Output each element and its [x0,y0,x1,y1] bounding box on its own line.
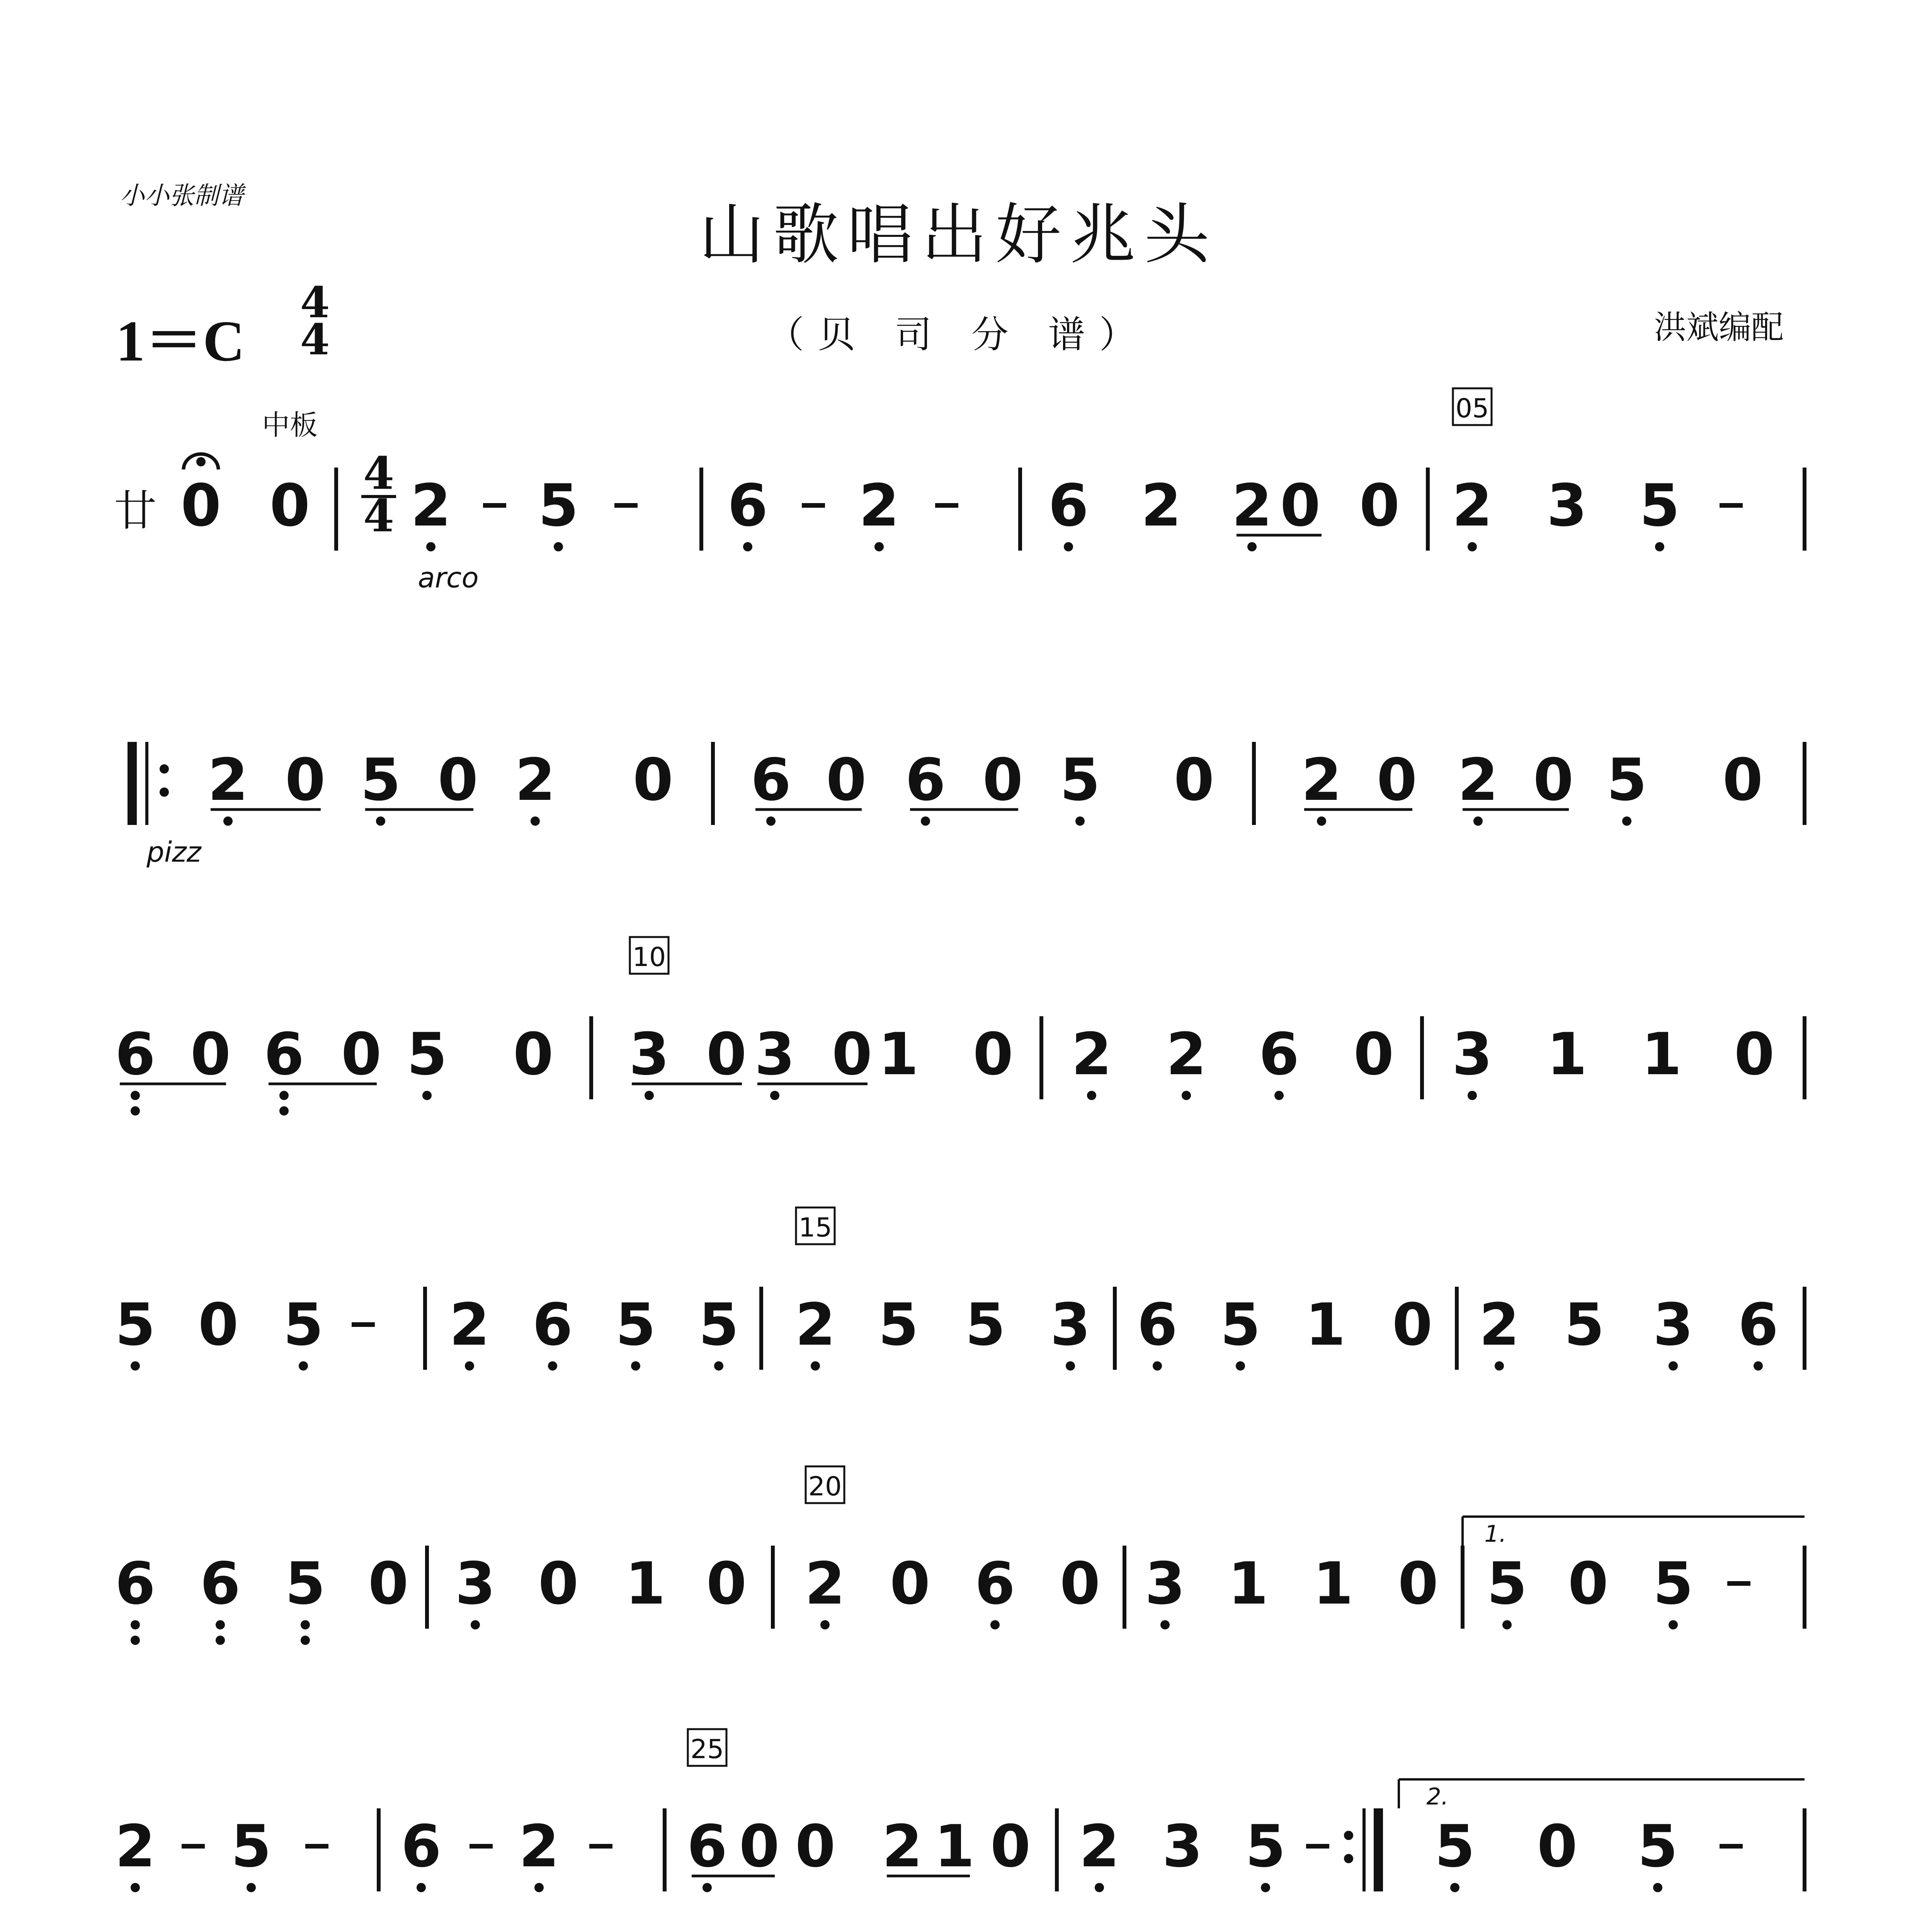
low-octave-dot [279,1091,289,1100]
rest: 0 [990,1813,1031,1880]
time-signature-top: 4 [363,447,395,500]
low-octave-dot [301,1620,310,1629]
low-octave-dot [1473,816,1483,826]
low-octave-dot [811,1361,820,1371]
low-octave-dot [770,1091,779,1100]
note-5: 5 [1606,747,1647,814]
low-octave-dot [1495,1361,1504,1371]
measure-number: 15 [798,1213,832,1243]
note-5: 5 [1653,1550,1694,1617]
fermata-dot [196,457,206,466]
note-6: 6 [115,1021,156,1088]
score-maker: 小小张制谱 [120,182,243,210]
note-1: 1 [1305,1291,1346,1359]
low-octave-dot [1075,816,1085,826]
rest: 0 [341,1021,382,1088]
low-octave-dot [548,1361,557,1371]
note-5: 5 [538,472,579,539]
low-octave-dot [131,1883,140,1892]
rest: 0 [269,472,310,539]
rest: 0 [739,1813,780,1880]
note-5: 5 [1220,1291,1261,1359]
note-5: 5 [1245,1813,1286,1880]
low-octave-dot [1066,1361,1075,1371]
rest: 0 [633,747,674,814]
low-octave-dot [1669,1620,1678,1629]
low-octave-dot [1468,542,1477,551]
note-5: 5 [615,1291,656,1359]
instrument-mark: 廿 [114,486,156,536]
low-octave-dot [703,1883,712,1892]
note-5: 5 [1434,1813,1475,1880]
low-octave-dot [223,816,233,826]
repeat-dot [1344,1854,1353,1863]
rest: 0 [1353,1021,1394,1088]
low-octave-dot [554,542,563,551]
note-6: 6 [1048,472,1089,539]
note-2: 2 [1232,472,1272,539]
note-5: 5 [407,1021,447,1088]
note-2: 2 [795,1291,836,1359]
low-octave-dot [131,1361,140,1371]
note-6: 6 [975,1550,1015,1617]
note-2: 2 [1452,472,1493,539]
low-octave-dot [874,542,884,551]
note-2: 2 [115,1813,156,1880]
note-1: 1 [1313,1550,1354,1617]
rest: 0 [1533,747,1574,814]
rest: 0 [513,1021,554,1088]
note-3: 3 [455,1550,496,1617]
note-3: 3 [1162,1813,1203,1880]
note-2: 2 [1079,1813,1120,1880]
low-octave-dot [131,1636,140,1645]
rest: 0 [1392,1291,1433,1359]
note-2: 2 [805,1550,845,1617]
low-octave-dot [1160,1620,1170,1629]
note-1: 1 [625,1550,666,1617]
rest: 0 [706,1550,747,1617]
note-2: 2 [449,1291,490,1359]
low-octave-dot [1236,1361,1245,1371]
low-octave-dot [279,1106,289,1116]
rest: 0 [1174,747,1214,814]
rest: 0 [973,1021,1014,1088]
low-octave-dot [645,1091,654,1100]
repeat-end-thick [1374,1808,1383,1891]
rest: 0 [1537,1813,1578,1880]
note-5: 5 [1564,1291,1605,1359]
low-octave-dot [465,1361,474,1371]
rest: 0 [368,1550,409,1617]
pizz-marking: pizz [146,836,201,868]
low-octave-dot [990,1620,1000,1629]
low-octave-dot [417,1883,426,1892]
volta-number: 1. [1484,1520,1507,1548]
low-octave-dot [1653,1883,1662,1892]
rest: 0 [437,747,478,814]
note-5: 5 [1637,1813,1678,1880]
note-3: 3 [1050,1291,1091,1359]
note-2: 2 [1166,1021,1207,1088]
low-octave-dot [1261,1883,1270,1892]
note-5: 5 [231,1813,272,1880]
measure-number: 25 [690,1734,724,1765]
part-name: （贝 司 分 谱） [767,313,1150,356]
rest: 0 [1568,1550,1609,1617]
note-3: 3 [1546,472,1587,539]
note-6: 6 [687,1813,728,1880]
rest: 0 [795,1813,836,1880]
low-octave-dot [1468,1091,1477,1100]
note-2: 2 [859,472,900,539]
low-octave-dot [714,1361,723,1371]
rest: 0 [285,747,326,814]
rest: 0 [890,1550,930,1617]
low-octave-dot [1064,542,1073,551]
rest: 0 [190,1021,231,1088]
note-2: 2 [1479,1291,1520,1359]
note-5: 5 [878,1291,919,1359]
note-2: 2 [519,1813,560,1880]
note-5: 5 [360,747,401,814]
note-5: 5 [965,1291,1006,1359]
low-octave-dot [301,1636,310,1645]
note-6: 6 [264,1021,304,1088]
note-1: 1 [1546,1021,1587,1088]
repeat-dot [160,764,169,774]
low-octave-dot [1095,1883,1104,1892]
low-octave-dot [766,816,776,826]
rest: 0 [1722,747,1763,814]
note-5: 5 [285,1550,326,1617]
low-octave-dot [1317,816,1326,826]
score-title: 山歌唱出好兆头 [699,197,1218,273]
note-1: 1 [934,1813,975,1880]
note-5: 5 [1639,472,1680,539]
note-5: 5 [115,1291,156,1359]
note-2: 2 [1458,747,1499,814]
low-octave-dot [534,1883,544,1892]
rest: 0 [1280,472,1321,539]
note-5: 5 [1060,747,1101,814]
rest: 0 [982,747,1023,814]
low-octave-dot [1087,1091,1096,1100]
low-octave-dot [743,542,752,551]
low-octave-dot [376,816,385,826]
note-3: 3 [1145,1550,1186,1617]
rest: 0 [706,1021,747,1088]
note-6: 6 [1137,1291,1178,1359]
note-6: 6 [905,747,946,814]
measure-number: 05 [1455,393,1489,424]
low-octave-dot [820,1620,830,1629]
rest: 0 [180,472,221,539]
rest: 0 [1734,1021,1775,1088]
arranger: 洪斌编配 [1654,308,1784,346]
rest: 0 [832,1021,873,1088]
arco-marking: arco [418,561,479,594]
time-signature-bottom: 4 [363,490,395,542]
low-octave-dot [921,816,930,826]
note-3: 3 [754,1021,795,1088]
note-6: 6 [115,1550,156,1617]
low-octave-dot [247,1883,256,1892]
low-octave-dot [422,1091,432,1100]
note-6: 6 [200,1550,241,1617]
low-octave-dot [1655,542,1664,551]
note-2: 2 [515,747,556,814]
low-octave-dot [631,1361,640,1371]
rest: 0 [826,747,867,814]
note-6: 6 [1738,1291,1779,1359]
low-octave-dot [1622,816,1631,826]
low-octave-dot [531,816,540,826]
note-2: 2 [882,1813,923,1880]
rest: 0 [1060,1550,1101,1617]
note-6: 6 [750,747,791,814]
note-2: 2 [208,747,248,814]
low-octave-dot [1502,1620,1512,1629]
low-octave-dot [131,1106,140,1116]
note-2: 2 [1071,1021,1112,1088]
time-signature-top: 4 [300,277,330,327]
note-5: 5 [698,1291,739,1359]
repeat-start-thick [128,742,137,825]
note-3: 3 [1653,1291,1694,1359]
low-octave-dot [1274,1091,1284,1100]
note-6: 6 [727,472,768,539]
note-5: 5 [283,1291,324,1359]
note-3: 3 [1452,1021,1493,1088]
note-1: 1 [878,1021,919,1088]
note-6: 6 [532,1291,573,1359]
note-2: 2 [1301,747,1342,814]
time-signature-bottom: 4 [300,315,330,364]
low-octave-dot [216,1620,225,1629]
rest: 0 [1359,472,1400,539]
volta-number: 2. [1426,1783,1449,1810]
note-6: 6 [1259,1021,1300,1088]
note-6: 6 [401,1813,442,1880]
low-octave-dot [471,1620,480,1629]
note-2: 2 [410,472,451,539]
tempo-marking: 中板 [262,409,318,441]
key-signature: 1＝C [116,309,245,373]
low-octave-dot [1450,1883,1459,1892]
low-octave-dot [1247,542,1257,551]
rest: 0 [1398,1550,1439,1617]
low-octave-dot [1669,1361,1678,1371]
low-octave-dot [1754,1361,1763,1371]
note-3: 3 [629,1021,670,1088]
low-octave-dot [426,542,435,551]
low-octave-dot [1182,1091,1191,1100]
low-octave-dot [216,1636,225,1645]
repeat-dot [160,787,169,797]
note-5: 5 [1487,1550,1527,1617]
note-1: 1 [1641,1021,1682,1088]
repeat-dot [1344,1831,1353,1840]
low-octave-dot [131,1091,140,1100]
low-octave-dot [1153,1361,1162,1371]
measure-number: 20 [808,1471,842,1502]
rest: 0 [198,1291,239,1359]
rest: 0 [1376,747,1417,814]
measure-number: 10 [632,942,666,973]
low-octave-dot [131,1620,140,1629]
rest: 0 [538,1550,579,1617]
note-2: 2 [1141,472,1182,539]
low-octave-dot [299,1361,308,1371]
note-1: 1 [1228,1550,1269,1617]
